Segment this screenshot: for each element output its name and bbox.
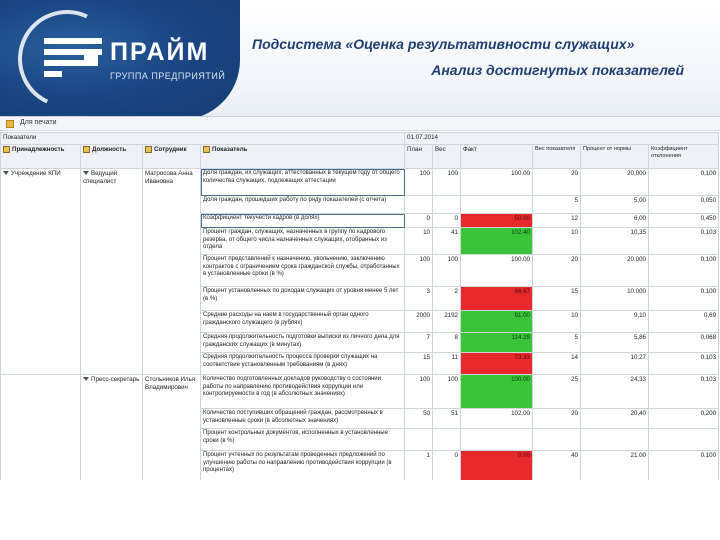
- indicator-cell: Средняя продолжительность процесса проверки служащих на соответствие установленным требованиям (в днях): [201, 353, 405, 375]
- ves-cell: 20: [533, 169, 581, 196]
- norm-cell: 5,00: [581, 196, 649, 214]
- belonging-cell[interactable]: [1, 375, 81, 481]
- col-indicator[interactable]: Показатель: [201, 145, 405, 169]
- col-norm[interactable]: Процент от нормы: [581, 145, 649, 169]
- weight-cell: 100: [433, 375, 461, 409]
- coef-cell: [649, 429, 719, 451]
- coef-cell: 0,69: [649, 311, 719, 333]
- col-coef[interactable]: Коэффициент отклонения: [649, 145, 719, 169]
- fact-cell: 100.00: [461, 255, 533, 287]
- weight-cell: 41: [433, 228, 461, 255]
- ves-cell: 5: [533, 333, 581, 353]
- weight-cell: [433, 196, 461, 214]
- employee-cell[interactable]: [143, 169, 201, 375]
- position-cell[interactable]: [81, 169, 143, 375]
- indicator-cell: Доля граждан, прошедших работу по ряду показателей (с отчета): [201, 196, 405, 214]
- coef-cell: 0,200: [649, 409, 719, 429]
- ves-cell: 10: [533, 311, 581, 333]
- fact-cell: [461, 196, 533, 214]
- weight-cell: 0: [433, 214, 461, 228]
- plan-cell: 7: [405, 333, 433, 353]
- norm-cell: 9,10: [581, 311, 649, 333]
- belonging-value: Учреждение КПИ: [11, 170, 61, 177]
- column-header-row: [1, 145, 719, 169]
- employee-value: Стольников Илья Владимирович: [145, 376, 196, 391]
- grid-body: [1, 169, 719, 481]
- indicator-cell: Количество поступивших обращений граждан, рассмотренных в установленные сроки (в абсолютных значениях): [201, 409, 405, 429]
- folder-icon: [3, 146, 10, 153]
- indicator-cell: Количество подготовленных докладов руководству о состоянии работы по направлению противодействия коррупции или контролируемости в год (в абсолютных значениях): [201, 375, 405, 409]
- prime-logo-icon: [44, 34, 104, 86]
- fact-cell: [461, 429, 533, 451]
- norm-cell: 20,40: [581, 409, 649, 429]
- plan-cell: 1: [405, 451, 433, 481]
- plan-cell: 0: [405, 214, 433, 228]
- print-icon[interactable]: [6, 120, 14, 128]
- slide-title: Подсистема «Оценка результативности служащих»: [252, 36, 635, 52]
- coef-cell: 0,103: [649, 228, 719, 255]
- plan-cell: 100: [405, 255, 433, 287]
- weight-cell: 11: [433, 353, 461, 375]
- coef-cell: 0.100: [649, 287, 719, 311]
- fact-cell: 100.00: [461, 169, 533, 196]
- folder-icon: [203, 146, 210, 153]
- norm-cell: 21.00: [581, 451, 649, 481]
- norm-cell: 20,000: [581, 255, 649, 287]
- fact-cell: 102.40: [461, 228, 533, 255]
- position-value: Пресс-секретарь: [91, 376, 140, 383]
- print-label[interactable]: Для печати: [20, 119, 57, 126]
- ves-cell: 15: [533, 287, 581, 311]
- indicator-cell: Коэффициент текучести кадров (в долях): [201, 214, 405, 228]
- weight-cell: 0: [433, 451, 461, 481]
- norm-cell: [581, 429, 649, 451]
- date-row: [1, 133, 719, 145]
- expand-arrow-icon: [83, 171, 89, 175]
- report-window: [0, 116, 720, 480]
- ves-cell: 20: [533, 409, 581, 429]
- norm-cell: 20,000: [581, 169, 649, 196]
- norm-cell: 10.000: [581, 287, 649, 311]
- fact-cell: 100.00: [461, 375, 533, 409]
- coef-cell: 0,068: [649, 333, 719, 353]
- indicators-grid: [0, 132, 719, 481]
- expand-arrow-icon: [83, 377, 89, 381]
- positions-header: Показатели: [1, 133, 405, 145]
- plan-cell: [405, 196, 433, 214]
- plan-cell: 10: [405, 228, 433, 255]
- indicator-cell: Процент установленных по доходам служащих от уровня менее 5 лет (в %): [201, 287, 405, 311]
- fact-cell: 91.00: [461, 311, 533, 333]
- ves-cell: 10: [533, 228, 581, 255]
- plan-cell: 100: [405, 375, 433, 409]
- folder-icon: [145, 146, 152, 153]
- col-ves[interactable]: Вес показателя: [533, 145, 581, 169]
- fact-cell: 114.29: [461, 333, 533, 353]
- position-cell[interactable]: [81, 375, 143, 481]
- fact-cell: 73.33: [461, 353, 533, 375]
- col-employee[interactable]: Сотрудник: [143, 145, 201, 169]
- weight-cell: 2192: [433, 311, 461, 333]
- plan-cell: 3: [405, 287, 433, 311]
- report-date: 01.07.2014: [405, 133, 719, 145]
- expand-arrow-icon: [3, 171, 9, 175]
- fact-cell: 50.00: [461, 214, 533, 228]
- employee-cell[interactable]: [143, 375, 201, 481]
- fact-cell: 66.67: [461, 287, 533, 311]
- employee-value: Матросова Анна Ивановна: [145, 170, 193, 185]
- bottom-margin: [0, 480, 720, 540]
- ves-cell: 5: [533, 196, 581, 214]
- plan-cell: 100: [405, 169, 433, 196]
- weight-cell: 100: [433, 169, 461, 196]
- indicator-cell: Процент представлений к назначению, увольнению, заключению контрактов с ограничением срока гражданской службы, отработанных в установленные сроки (в %): [201, 255, 405, 287]
- ves-cell: 25: [533, 375, 581, 409]
- coef-cell: 0,450: [649, 214, 719, 228]
- belonging-cell[interactable]: [1, 169, 81, 375]
- indicator-row[interactable]: [1, 169, 719, 196]
- ves-cell: 14: [533, 353, 581, 375]
- col-fact[interactable]: Факт: [461, 145, 533, 169]
- plan-cell: [405, 429, 433, 451]
- col-weight[interactable]: Вес: [433, 145, 461, 169]
- coef-cell: 0,103: [649, 375, 719, 409]
- weight-cell: 51: [433, 409, 461, 429]
- toolbar: [0, 117, 720, 131]
- brand-subtitle: ГРУППА ПРЕДПРИЯТИЙ: [110, 71, 226, 81]
- fact-cell: 0.00: [461, 451, 533, 481]
- col-belonging[interactable]: Принадлежность: [1, 145, 81, 169]
- coef-cell: 0,100: [649, 169, 719, 196]
- indicator-cell: Процент контрольных документов, исполненных в установленные сроки (в %): [201, 429, 405, 451]
- plan-cell: 50: [405, 409, 433, 429]
- coef-cell: 0.100: [649, 451, 719, 481]
- indicator-cell: Процент учтенных по результатам проведенных предложений по улучшению работы по направлению противодействия коррупции (в процентах): [201, 451, 405, 481]
- indicator-cell: Процент граждан, служащих, назначенных в группу по кадрового резерва, от общего числа назначенных служащих, отобранных из отдела: [201, 228, 405, 255]
- norm-cell: 24,33: [581, 375, 649, 409]
- slide-header: [0, 0, 720, 120]
- folder-icon: [83, 146, 90, 153]
- ves-cell: 20: [533, 255, 581, 287]
- norm-cell: 6,00: [581, 214, 649, 228]
- ves-cell: 12: [533, 214, 581, 228]
- ves-cell: 40: [533, 451, 581, 481]
- coef-cell: 0,050: [649, 196, 719, 214]
- col-position[interactable]: Должность: [81, 145, 143, 169]
- norm-cell: 10,35: [581, 228, 649, 255]
- col-plan[interactable]: План: [405, 145, 433, 169]
- ves-cell: [533, 429, 581, 451]
- position-value: Ведущий специалист: [83, 170, 118, 185]
- weight-cell: 8: [433, 333, 461, 353]
- brand-logo: [0, 0, 240, 120]
- plan-cell: 2000: [405, 311, 433, 333]
- norm-cell: 5,86: [581, 333, 649, 353]
- plan-cell: 15: [405, 353, 433, 375]
- indicator-row[interactable]: [1, 375, 719, 409]
- indicator-cell: Средние расходы на наем в государственный орган одного гражданского служащего (в рублях): [201, 311, 405, 333]
- weight-cell: 2: [433, 287, 461, 311]
- fact-cell: 102.00: [461, 409, 533, 429]
- indicator-cell: Средняя продолжительность подготовки выписки из личного дела для гражданских служащих (в минутах): [201, 333, 405, 353]
- coef-cell: 0.103: [649, 353, 719, 375]
- norm-cell: 10.27: [581, 353, 649, 375]
- brand-name: ПРАЙМ: [110, 38, 210, 66]
- slide-subtitle: Анализ достигнутых показателей: [431, 62, 684, 78]
- indicator-cell: Доля граждан, их служащих, аттестованных в текущем году от общего количества служащих, подлежащих аттестации: [201, 169, 405, 196]
- weight-cell: [433, 429, 461, 451]
- weight-cell: 100: [433, 255, 461, 287]
- coef-cell: 0,100: [649, 255, 719, 287]
